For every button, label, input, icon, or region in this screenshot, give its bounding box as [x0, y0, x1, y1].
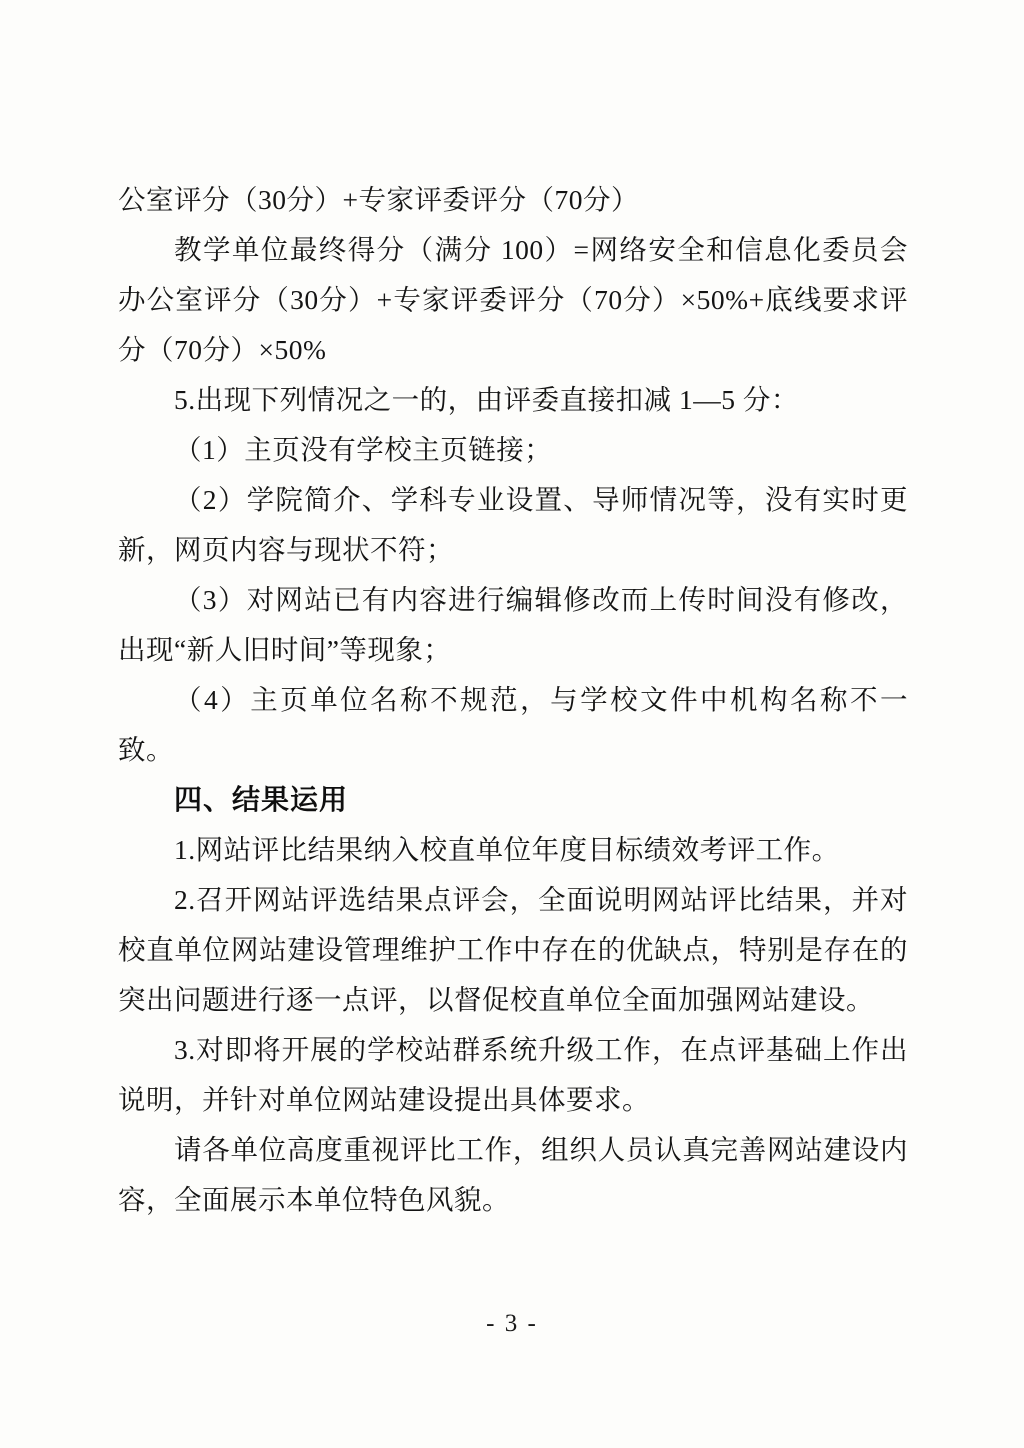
paragraph-result-2: 2.召开网站评选结果点评会，全面说明网站评比结果，并对校直单位网站建设管理维护工作中存在的优缺点，特别是存在的突出问题进行逐一点评，以督促校直单位全面加强网站建设。	[118, 884, 908, 1015]
paragraph-item-5-1: （1）主页没有学校主页链接；	[174, 434, 553, 465]
paragraph-item-5: 5.出现下列情况之一的，由评委直接扣减 1—5 分：	[174, 384, 799, 415]
page-number: - 3 -	[486, 1310, 538, 1337]
paragraph-final-score-formula: 教学单位最终得分（满分 100）=网络安全和信息化委员会办公室评分（30分）+专家评委评分（70分）×50%+底线要求评分（70分）×50%	[118, 234, 908, 365]
paragraph-closing-request: 请各单位高度重视评比工作，组织人员认真完善网站建设内容，全面展示本单位特色风貌。	[118, 1134, 908, 1215]
document-body	[118, 175, 908, 1225]
paragraph-result-3: 3.对即将开展的学校站群系统升级工作，在点评基础上作出说明，并针对单位网站建设提出具体要求。	[118, 1034, 908, 1115]
paragraph-item-5-2: （2）学院简介、学科专业设置、导师情况等，没有实时更新，网页内容与现状不符；	[118, 484, 908, 565]
paragraph-result-1: 1.网站评比结果纳入校直单位年度目标绩效考评工作。	[174, 834, 840, 865]
paragraph-item-5-3: （3）对网站已有内容进行编辑修改而上传时间没有修改，出现“新人旧时间”等现象；	[118, 584, 908, 665]
section-heading-results-application: 四、结果运用	[174, 784, 349, 815]
paragraph-continuation: 公室评分（30分）+专家评委评分（70分）	[118, 184, 640, 215]
paragraph-item-5-4: （4）主页单位名称不规范，与学校文件中机构名称不一致。	[118, 684, 908, 765]
